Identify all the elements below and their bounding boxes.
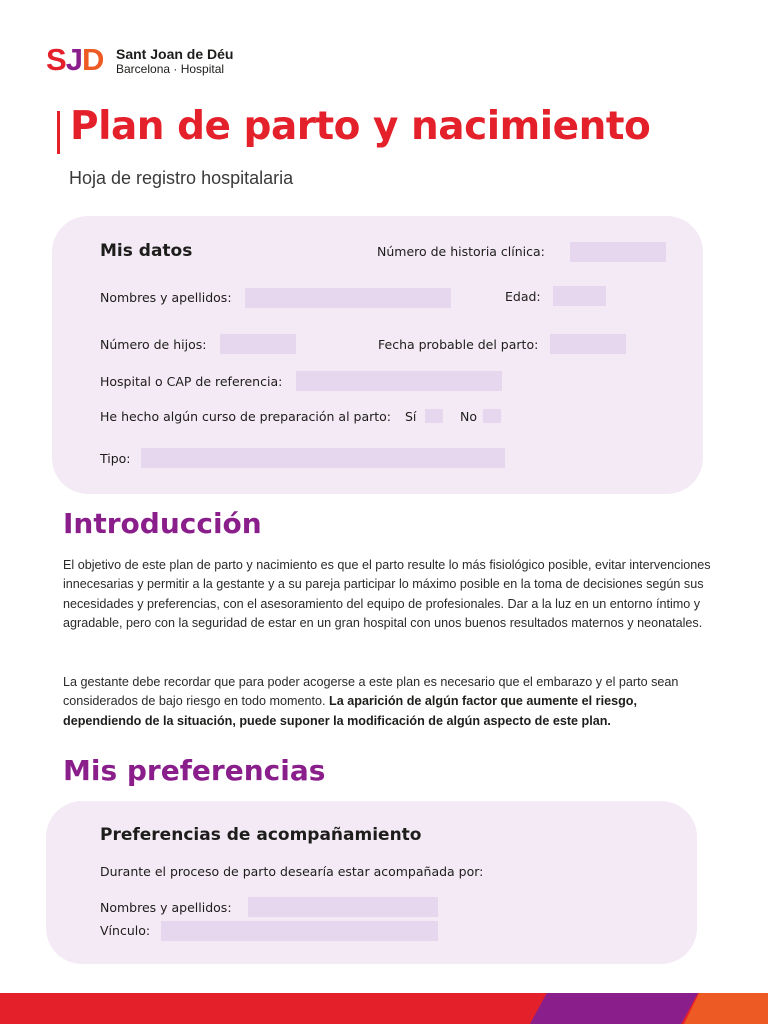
page-title: Plan de parto y nacimiento <box>70 104 651 149</box>
historia-label: Número de historia clínica: <box>377 244 545 259</box>
introduccion-title: Introducción <box>63 507 262 540</box>
paragraph-2-normal: La gestante debe recordar que para poder acogerse a este plan es necesario que el embarazo y el parto sean considerados de bajo riesgo en todo momento. <box>63 675 679 709</box>
edad-field[interactable] <box>553 286 606 306</box>
tipo-label: Tipo: <box>100 451 131 466</box>
introduccion-paragraph-1: El objetivo de este plan de parto y nacimiento es que el parto resulte lo más fisiológico posible, evitar intervenciones innecesarias y permitir a la gestante y a su pareja participar lo máximo posible en la toma de decisiones según sus necesidades y preferencias, con el asesoramiento del equipo de profesionales. Dar a la luz en un entorno íntimo y agradable, pero con la seguridad de estar en un gran hospital con unos buenos resultados maternos y neonatales. <box>63 558 711 631</box>
hospital-label: Hospital o CAP de referencia: <box>100 374 283 389</box>
page-subtitle: Hoja de registro hospitalaria <box>69 168 294 188</box>
hijos-label: Número de hijos: <box>100 337 207 352</box>
logo-sjd: SJD <box>46 42 104 77</box>
acompanamiento-heading: Preferencias de acompañamiento <box>100 825 422 845</box>
introduccion-paragraph-2 <box>63 673 711 731</box>
fecha-field[interactable] <box>550 334 626 354</box>
fecha-label: Fecha probable del parto: <box>378 337 539 352</box>
tipo-field[interactable] <box>141 448 505 468</box>
logo-subtitle: Barcelona · Hospital <box>116 62 225 76</box>
title-accent-bar <box>57 111 60 154</box>
vinculo-field[interactable] <box>161 921 438 941</box>
vinculo-label: Vínculo: <box>100 923 151 938</box>
acomp-nombres-field[interactable] <box>248 897 438 917</box>
hijos-field[interactable] <box>220 334 296 354</box>
si-label: Sí <box>405 409 417 424</box>
curso-label: He hecho algún curso de preparación al parto: <box>100 409 392 424</box>
preferencias-title: Mis preferencias <box>63 754 326 787</box>
logo-name: Sant Joan de Déu <box>116 46 234 62</box>
acomp-nombres-label: Nombres y apellidos: <box>100 900 232 915</box>
acompanamiento-intro: Durante el proceso de parto desearía estar acompañada por: <box>100 864 484 879</box>
nombres-field[interactable] <box>245 288 451 308</box>
mis-datos-heading: Mis datos <box>100 241 193 261</box>
paragraph-2-bold: La aparición de algún factor que aumente el riesgo, dependiendo de la situación, puede suponer la modificación de algún aspecto de este plan. <box>63 694 637 728</box>
footer-band-purple <box>530 993 698 1024</box>
nombres-label: Nombres y apellidos: <box>100 290 232 305</box>
historia-field[interactable] <box>570 242 666 262</box>
si-checkbox[interactable] <box>425 409 443 423</box>
no-checkbox[interactable] <box>483 409 501 423</box>
no-label: No <box>460 409 477 424</box>
edad-label: Edad: <box>505 289 541 304</box>
hospital-field[interactable] <box>296 371 502 391</box>
